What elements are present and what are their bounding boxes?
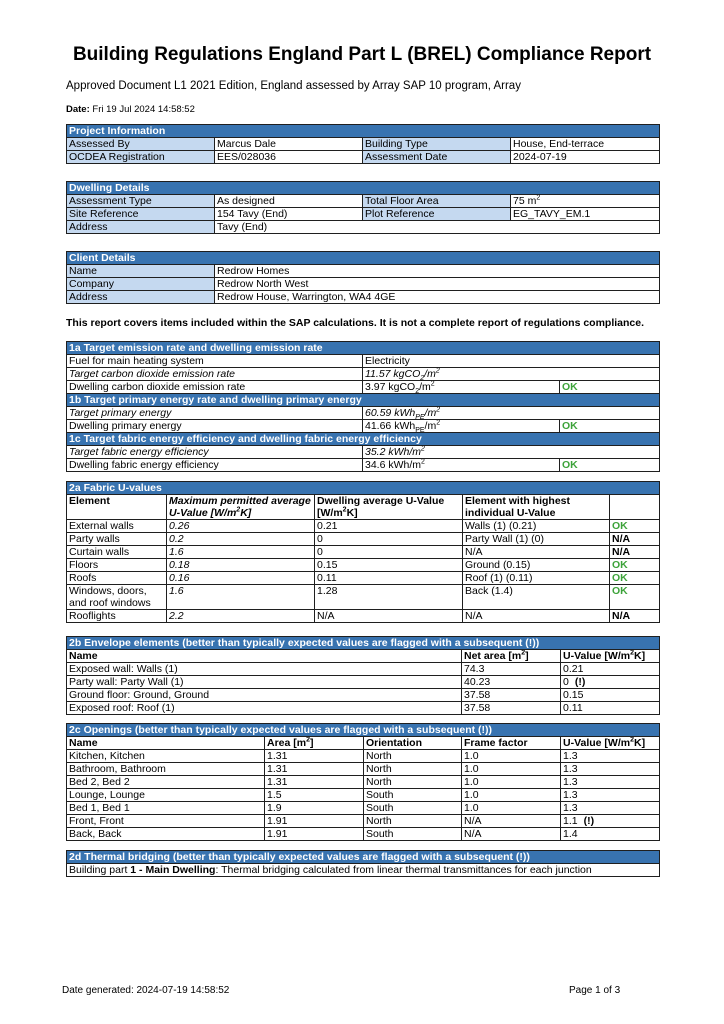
dfee-value: 34.6 kWh/$m^2$ <box>363 459 560 472</box>
status-badge: OK <box>560 420 660 433</box>
field-label: Assessed By <box>67 138 215 151</box>
u-value: 1.1 (!) <box>561 815 660 828</box>
frame-factor: 1.0 <box>462 763 561 776</box>
column-header: U-Value $[W/m^2K]$ <box>561 737 660 750</box>
net-area: 40.23 <box>462 676 561 689</box>
element-name: Roofs <box>67 572 167 585</box>
element-name: Curtain walls <box>67 546 167 559</box>
building-type-value: House, End-terrace <box>511 138 660 151</box>
row-label: Target carbon dioxide emission rate <box>67 368 363 381</box>
field-label: Total Floor Area <box>363 195 511 208</box>
table-row <box>67 559 660 572</box>
openings-table <box>66 723 660 841</box>
section-header: 1a Target emission rate and dwelling emission rate <box>67 342 660 355</box>
field-label: Address <box>67 221 215 234</box>
table-row <box>67 572 660 585</box>
column-header: Area $[m^2]$ <box>265 737 364 750</box>
floor-area-value: 75 $m^2$ <box>511 195 660 208</box>
u-value: 1.3 <box>561 802 660 815</box>
field-label: Address <box>67 291 215 304</box>
thermal-bridging-text: Building part 1 - Main Dwelling: Thermal bridging calculated from linear thermal transmittances for each junction <box>67 864 660 877</box>
status-badge: OK <box>560 459 660 472</box>
avg-u-value: 0.15 <box>315 559 463 572</box>
assessment-date-value: 2024-07-19 <box>511 151 660 164</box>
frame-factor: N/A <box>462 815 561 828</box>
u-value: 1.4 <box>561 828 660 841</box>
u-value: 0.15 <box>561 689 660 702</box>
thermal-bridging-table <box>66 850 660 877</box>
table-row <box>67 815 660 828</box>
highest-element: Walls (1) (0.21) <box>463 520 610 533</box>
client-name-value: Redrow Homes <box>215 265 660 278</box>
status-badge: OK <box>610 585 660 610</box>
orientation: North <box>364 763 462 776</box>
frame-factor: 1.0 <box>462 789 561 802</box>
tfee-value: 35.2 kWh/$m^2$ <box>363 446 660 459</box>
avg-u-value: 0 <box>315 546 463 559</box>
element-name: Exposed wall: Walls (1) <box>67 663 462 676</box>
orientation: South <box>364 828 462 841</box>
plot-reference-value: EG_TAVY_EM.1 <box>511 208 660 221</box>
orientation: South <box>364 802 462 815</box>
opening-area: 1.9 <box>265 802 364 815</box>
status-badge: OK <box>560 381 660 394</box>
table-row <box>67 802 660 815</box>
orientation: South <box>364 789 462 802</box>
row-label: Fuel for main heating system <box>67 355 363 368</box>
avg-u-value: 1.28 <box>315 585 463 610</box>
element-name: External walls <box>67 520 167 533</box>
opening-name: Bed 1, Bed 1 <box>67 802 265 815</box>
status-badge: N/A <box>610 610 660 623</box>
element-name: Rooflights <box>67 610 167 623</box>
u-value: 0.21 <box>561 663 660 676</box>
u-value: 1.3 <box>561 763 660 776</box>
page-title: Building Regulations England Part L (BREL) Compliance Report <box>72 44 652 65</box>
footer-date-generated: Date generated: 2024-07-19 14:58:52 <box>62 985 230 996</box>
column-header: Frame factor <box>462 737 561 750</box>
element-name: Ground floor: Ground, Ground <box>67 689 462 702</box>
opening-area: 1.31 <box>265 776 364 789</box>
max-u-value: 1.6 <box>167 546 315 559</box>
column-header <box>610 495 660 520</box>
column-header: Net area $[m^2]$ <box>462 650 561 663</box>
section-header: Client Details <box>67 252 660 265</box>
net-area: 37.58 <box>462 702 561 715</box>
net-area: 37.58 <box>462 689 561 702</box>
row-label: Target primary energy <box>67 407 363 420</box>
assessed-by-value: Marcus Dale <box>215 138 363 151</box>
u-value: 0.11 <box>561 702 660 715</box>
opening-area: 1.91 <box>265 828 364 841</box>
table-row <box>67 828 660 841</box>
opening-name: Back, Back <box>67 828 265 841</box>
highest-element: Roof (1) (0.11) <box>463 572 610 585</box>
column-header: Maximum permitted average U-Value $[W/m^2K]$ <box>167 495 315 520</box>
avg-u-value: 0.21 <box>315 520 463 533</box>
client-details-table <box>66 251 660 304</box>
opening-area: 1.5 <box>265 789 364 802</box>
column-header: Name <box>67 650 462 663</box>
max-u-value: 0.16 <box>167 572 315 585</box>
table-row <box>67 546 660 559</box>
orientation: North <box>364 815 462 828</box>
column-header: Element <box>67 495 167 520</box>
orientation: North <box>364 776 462 789</box>
highest-element: N/A <box>463 546 610 559</box>
column-header: Name <box>67 737 265 750</box>
field-label: Assessment Type <box>67 195 215 208</box>
frame-factor: 1.0 <box>462 802 561 815</box>
row-label: Dwelling carbon dioxide emission rate <box>67 381 363 394</box>
table-row <box>67 585 660 610</box>
field-label: Assessment Date <box>363 151 511 164</box>
field-label: OCDEA Registration <box>67 151 215 164</box>
site-reference-value: 154 Tavy (End) <box>215 208 363 221</box>
ter-value: 11.57 $kgCO_2/m^2$ <box>363 368 660 381</box>
section-header: 2a Fabric U-values <box>67 482 660 495</box>
report-date: Date: Fri 19 Jul 2024 14:58:52 <box>66 104 195 115</box>
frame-factor: 1.0 <box>462 776 561 789</box>
flag-mark: (!) <box>583 815 595 827</box>
table-row <box>67 776 660 789</box>
element-name: Exposed roof: Roof (1) <box>67 702 462 715</box>
client-company-value: Redrow North West <box>215 278 660 291</box>
emission-energy-table <box>66 341 660 472</box>
report-subtitle: Approved Document L1 2021 Edition, England assessed by Array SAP 10 program, Array <box>66 80 521 92</box>
column-header: Dwelling average U-Value $[W/m^2K]$ <box>315 495 463 520</box>
opening-name: Front, Front <box>67 815 265 828</box>
opening-name: Kitchen, Kitchen <box>67 750 265 763</box>
field-label: Plot Reference <box>363 208 511 221</box>
max-u-value: 2.2 <box>167 610 315 623</box>
field-label: Site Reference <box>67 208 215 221</box>
table-row <box>67 702 660 715</box>
client-address-value: Redrow House, Warrington, WA4 4GE <box>215 291 660 304</box>
table-row <box>67 520 660 533</box>
column-header: Element with highest individual U-Value <box>463 495 610 520</box>
table-row <box>67 689 660 702</box>
table-row <box>67 663 660 676</box>
opening-area: 1.31 <box>265 763 364 776</box>
u-value: 0 (!) <box>561 676 660 689</box>
row-label: Dwelling primary energy <box>67 420 363 433</box>
row-label: Dwelling fabric energy efficiency <box>67 459 363 472</box>
section-header: Project Information <box>67 125 660 138</box>
table-row <box>67 750 660 763</box>
section-header: 2c Openings (better than typically expected values are flagged with a subsequent (!)) <box>67 724 660 737</box>
section-header: 2d Thermal bridging (better than typically expected values are flagged with a subsequent (!)) <box>67 851 660 864</box>
max-u-value: 0.26 <box>167 520 315 533</box>
der-value: 3.97 $kgCO_2/m^2$ <box>363 381 560 394</box>
tpe-value: 60.59 $kWh_{PE}/m^2$ <box>363 407 660 420</box>
table-row <box>67 789 660 802</box>
status-badge: N/A <box>610 546 660 559</box>
fuel-value: Electricity <box>363 355 660 368</box>
net-area: 74.3 <box>462 663 561 676</box>
table-row <box>67 533 660 546</box>
fabric-u-values-table <box>66 481 660 623</box>
orientation: North <box>364 750 462 763</box>
max-u-value: 0.2 <box>167 533 315 546</box>
table-row <box>67 610 660 623</box>
column-header: Orientation <box>364 737 462 750</box>
opening-name: Lounge, Lounge <box>67 789 265 802</box>
ocdea-value: EES/028036 <box>215 151 363 164</box>
flag-mark: (!) <box>574 676 586 688</box>
element-name: Party walls <box>67 533 167 546</box>
field-label: Company <box>67 278 215 291</box>
frame-factor: 1.0 <box>462 750 561 763</box>
element-name: Party wall: Party Wall (1) <box>67 676 462 689</box>
dpe-value: 41.66 $kWh_{PE}/m^2$ <box>363 420 560 433</box>
avg-u-value: 0 <box>315 533 463 546</box>
element-name: Windows, doors, and roof windows <box>67 585 167 610</box>
highest-element: Ground (0.15) <box>463 559 610 572</box>
project-information-table <box>66 124 660 164</box>
status-badge: OK <box>610 559 660 572</box>
table-row <box>67 763 660 776</box>
highest-element: N/A <box>463 610 610 623</box>
section-header: 2b Envelope elements (better than typically expected values are flagged with a subsequent (!)) <box>67 637 660 650</box>
table-row <box>67 676 660 689</box>
opening-name: Bed 2, Bed 2 <box>67 776 265 789</box>
max-u-value: 1.6 <box>167 585 315 610</box>
field-label: Name <box>67 265 215 278</box>
assessment-type-value: As designed <box>215 195 363 208</box>
u-value: 1.3 <box>561 750 660 763</box>
u-value: 1.3 <box>561 789 660 802</box>
opening-area: 1.91 <box>265 815 364 828</box>
section-header: 1b Target primary energy rate and dwelling primary energy <box>67 394 660 407</box>
frame-factor: N/A <box>462 828 561 841</box>
section-header: 1c Target fabric energy efficiency and dwelling fabric energy efficiency <box>67 433 660 446</box>
dwelling-details-table <box>66 181 660 234</box>
scope-note: This report covers items included within the SAP calculations. It is not a complete report of regulations compliance. <box>66 317 645 329</box>
address-value: Tavy (End) <box>215 221 660 234</box>
element-name: Floors <box>67 559 167 572</box>
u-value: 1.3 <box>561 776 660 789</box>
status-badge: N/A <box>610 533 660 546</box>
highest-element: Party Wall (1) (0) <box>463 533 610 546</box>
avg-u-value: N/A <box>315 610 463 623</box>
status-badge: OK <box>610 572 660 585</box>
max-u-value: 0.18 <box>167 559 315 572</box>
avg-u-value: 0.11 <box>315 572 463 585</box>
opening-name: Bathroom, Bathroom <box>67 763 265 776</box>
column-header: U-Value $[W/m^2K]$ <box>561 650 660 663</box>
row-label: Target fabric energy efficiency <box>67 446 363 459</box>
envelope-elements-table <box>66 636 660 715</box>
section-header: Dwelling Details <box>67 182 660 195</box>
footer-page-number: Page 1 of 3 <box>569 985 621 996</box>
status-badge: OK <box>610 520 660 533</box>
opening-area: 1.31 <box>265 750 364 763</box>
field-label: Building Type <box>363 138 511 151</box>
highest-element: Back (1.4) <box>463 585 610 610</box>
